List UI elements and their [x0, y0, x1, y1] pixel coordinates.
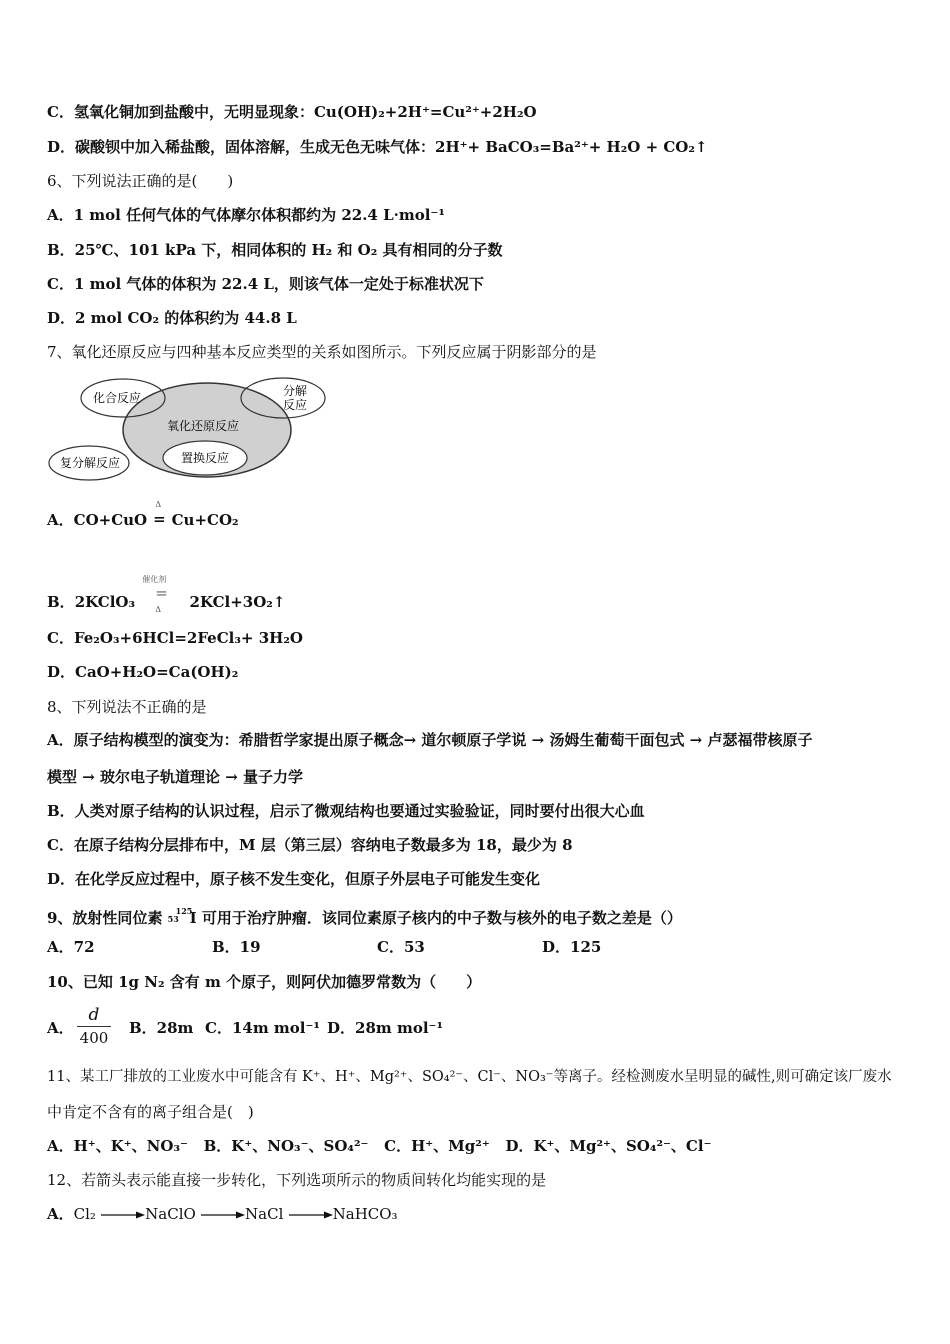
q12-substance-3: NaCl [245, 1205, 284, 1223]
q7-stem: 7、氧化还原反应与四种基本反应类型的关系如图所示。下列反应属于阴影部分的是 [47, 343, 597, 361]
q10-a-denominator: 400 [77, 1026, 111, 1049]
q8-stem: 8、下列说法不正确的是 [47, 698, 207, 716]
q5-option-d: D．碳酸钡中加入稀盐酸，固体溶解，生成无色无味气体：2H⁺+ BaCO₃=Ba²⁺+ H₂O + CO₂↑ [47, 138, 708, 156]
q10-option-c: C．14m mol⁻¹ [205, 1019, 320, 1037]
q9-stem [47, 903, 682, 928]
q8-option-a-line1: A．原子结构模型的演变为：希腊哲学家提出原子概念→ 道尔顿原子学说 → 汤姆生葡萄干面包式 → 卢瑟福带核原子 [47, 731, 813, 749]
q9-mass-number: 125 [175, 906, 193, 916]
q11-stem-line2: 中肯定不含有的离子组合是( ) [47, 1103, 254, 1121]
q10-option-b: B．28m [129, 1019, 194, 1037]
q10-option-d: D．28m mol⁻¹ [327, 1019, 444, 1037]
q12-a-label: A． [47, 1205, 74, 1223]
q10-stem: 10、已知 1g N₂ 含有 m 个原子，则阿伏加德罗常数为（ ） [47, 973, 482, 991]
q7-a-left: CO+CuO [73, 511, 148, 529]
q9-atomic-number: 53 [167, 914, 179, 924]
q7-b-condition-top: 催化剂 [142, 575, 167, 584]
q11-stem-line1: 11、某工厂排放的工业废水中可能含有 K⁺、H⁺、Mg²⁺、SO₄²⁻、Cl⁻、NO₃⁻等离子。经检测废水呈明显的碱性,则可确定该厂废水 [47, 1069, 892, 1085]
double-decomposition-label: 复分解反应 [59, 456, 121, 470]
decomposition-label-2: 反应 [282, 398, 308, 412]
q7-a-right: Cu+CO₂ [171, 511, 239, 529]
q12-stem: 12、若箭头表示能直接一步转化，下列选项所示的物质间转化均能实现的是 [47, 1171, 547, 1189]
redox-label: 氧化还原反应 [166, 419, 240, 433]
q12-option-a [47, 1204, 398, 1224]
q9-option-b: B．19 [212, 938, 261, 956]
q7-b-left: 2KClO₃ [74, 593, 136, 611]
arrow-icon [289, 1210, 333, 1220]
q7-option-d: D．CaO+H₂O=Ca(OH)₂ [47, 663, 239, 681]
q9-options [47, 937, 601, 957]
q11-option-b: B．K⁺、NO₃⁻、SO₄²⁻ [203, 1137, 369, 1155]
q11-option-d: D．K⁺、Mg²⁺、SO₄²⁻、Cl⁻ [505, 1137, 712, 1155]
decomposition-label-1: 分解 [282, 384, 308, 398]
q7-b-condition-bottom: Δ [155, 605, 162, 614]
q7-option-a: A．CO+CuO Δ = Cu+CO₂ [47, 510, 239, 550]
q6-option-b: B．25℃、101 kPa 下，相同体积的 H₂ 和 O₂ 具有相同的分子数 [47, 241, 503, 259]
q6-option-c: C．1 mol 气体的体积为 22.4 L，则该气体一定处于标准状况下 [47, 275, 484, 293]
q9-option-c: C．53 [377, 938, 425, 956]
q9-option-d: D．125 [542, 938, 602, 956]
q11-options [47, 1136, 712, 1156]
q7-b-label: B． [47, 593, 75, 611]
q5-option-c: C．氢氧化铜加到盐酸中，无明显现象：Cu(OH)₂+2H⁺=Cu²⁺+2H₂O [47, 103, 537, 121]
q7-a-condition: Δ [155, 500, 162, 509]
q10-a-numerator: d [88, 1005, 100, 1025]
q7-a-label: A． [47, 511, 74, 529]
q7-option-b: B．2KClO₃ 催化剂 = Δ 2KCl+3O₂↑ [47, 572, 285, 616]
arrow-icon [101, 1210, 145, 1220]
q11-option-a: A．H⁺、K⁺、NO₃⁻ [47, 1137, 188, 1155]
q11-option-c: C．H⁺、Mg²⁺ [384, 1137, 490, 1155]
q6-stem: 6、下列说法正确的是( ) [47, 172, 234, 190]
q9-element: I [189, 909, 197, 927]
q12-substance-4: NaHCO₃ [332, 1205, 398, 1223]
q7-option-c: C．Fe₂O₃+6HCl=2FeCl₃+ 3H₂O [47, 629, 303, 647]
combination-label: 化合反应 [92, 391, 142, 405]
q9-option-a: A．72 [47, 938, 95, 956]
q6-option-a: A．1 mol 任何气体的气体摩尔体积都约为 22.4 L·mol⁻¹ [47, 206, 445, 224]
q7-b-right: 2KCl+3O₂↑ [189, 593, 286, 611]
q6-option-d: D．2 mol CO₂ 的体积约为 44.8 L [47, 309, 297, 327]
q8-option-a-line2: 模型 → 玻尔电子轨道理论 → 量子力学 [47, 768, 304, 786]
q12-substance-1: Cl₂ [73, 1205, 96, 1223]
q8-option-b: B．人类对原子结构的认识过程，启示了微观结构也要通过实验验证，同时要付出很大心血 [47, 802, 645, 820]
q9-stem-post: 可用于治疗肿瘤．该同位素原子核内的中子数与核外的电子数之差是（） [196, 909, 682, 927]
q8-option-d: D．在化学反应过程中，原子核不发生变化，但原子外层电子可能发生变化 [47, 870, 541, 888]
q10-a-label: A． [47, 1019, 74, 1037]
arrow-icon [201, 1210, 245, 1220]
q8-option-c: C．在原子结构分层排布中，M 层（第三层）容纳电子数最多为 18，最少为 8 [47, 836, 573, 854]
q9-stem-pre: 9、放射性同位素 [47, 909, 168, 927]
q12-substance-2: NaClO [145, 1205, 196, 1223]
reaction-type-diagram [47, 374, 332, 486]
displacement-label: 置换反应 [180, 451, 230, 465]
